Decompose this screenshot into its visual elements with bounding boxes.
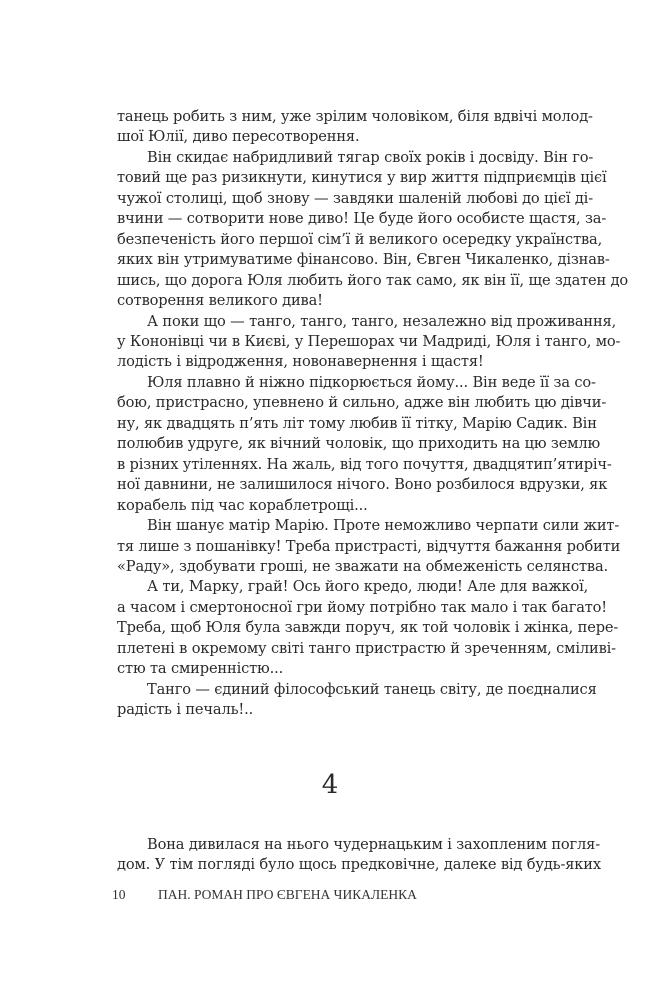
text-line: в різних утіленнях. На жаль, від того почуття, двадцятип’ятиріч- <box>117 455 612 473</box>
text-line: Треба, щоб Юля була завжди поруч, як той чоловік і жінка, пере- <box>117 619 619 637</box>
text-line: танець робить з ним, уже зрілим чоловіком, біля вдвічі молод- <box>117 108 593 125</box>
text-line: плетені в окремому світі танго пристрастю й зреченням, сміливі- <box>117 639 616 657</box>
text-line: Він скидає набридливий тягар своїх років і досвіду. Він го- <box>147 148 594 166</box>
text-line: тя лише з пошанівку! Треба пристрасті, відчуття бажання робити <box>117 537 621 555</box>
text-line: полюбив удруге, як вічний чоловік, що приходить на цю землю <box>117 435 601 453</box>
text-line: ну, як двадцять п’ять літ тому любив її тітку, Марію Садик. Він <box>117 414 597 432</box>
paragraph <box>117 577 619 679</box>
paragraph <box>117 373 612 516</box>
text-line: товий ще раз ризикнути, кинутися у вир життя підприємців цієї <box>117 169 607 187</box>
paragraph <box>117 835 601 876</box>
page-footer <box>112 887 417 903</box>
text-line: яких він утримуватиме фінансово. Він, Євген Чикаленко, дізнав- <box>117 251 610 269</box>
paragraph <box>117 516 621 577</box>
text-line: корабель під час кораблетрощі... <box>117 496 368 514</box>
text-line: чужої столиці, щоб знову — завдяки шаленій любові до цієї ді- <box>117 189 593 207</box>
body-text <box>117 107 629 721</box>
text-line: А ти, Марку, грай! Ось його кредо, люди! Але для важкої, <box>147 578 589 596</box>
text-line: Юля плавно й ніжно підкорюється йому... Він веде її за со- <box>147 373 596 391</box>
text-line: А поки що — танго, танго, танго, незалежно від проживання, <box>147 312 617 330</box>
running-title: ПАН. РОМАН ПРО ЄВГЕНА ЧИКАЛЕНКА <box>158 887 417 902</box>
text-line: Танго — єдиний філософський танець світу, де поєдналися <box>147 680 597 698</box>
paragraph <box>117 312 621 373</box>
text-line: сотворення великого дива! <box>117 292 323 310</box>
text-line: радість і печаль!.. <box>117 701 254 719</box>
text-line: стю та смиренністю... <box>117 660 284 678</box>
text-line: шись, що дорога Юля любить його так само, як він її, ще здатен до <box>117 271 629 289</box>
text-line: дом. У тім погляді було щось предковічне, далеке від будь-яких <box>117 856 601 874</box>
text-line: а часом і смертоносної гри йому потрібно так мало і так багато! <box>117 598 608 616</box>
paragraph <box>117 148 629 312</box>
paragraph <box>117 680 597 721</box>
text-line: Вона дивилася на нього чудернацьким і захопленим погля- <box>147 836 600 853</box>
text-line: «Раду», здобувати гроші, не зважати на обмеженість селянства. <box>117 557 608 575</box>
page-number: 10 <box>112 887 126 902</box>
text-line: безпеченість його першої сім’ї й великого осередку українства, <box>117 230 603 248</box>
text-line: бою, пристрасно, упевнено й сильно, адже він любить цю дівчи- <box>117 394 607 412</box>
text-line: у Кононівці чи в Києві, у Перешорах чи Мадриді, Юля і танго, мо- <box>117 332 621 350</box>
text-line: шої Юлії, диво пересотворення. <box>117 128 360 146</box>
paragraph <box>117 107 593 148</box>
chapter-number: 4 <box>321 770 339 800</box>
text-line: ної давнини, не залишилося нічого. Воно розбилося вдрузки, як <box>117 476 608 494</box>
text-line: вчини — сотворити нове диво! Це буде його особисте щастя, за- <box>117 210 607 228</box>
text-line: Він шанує матір Марію. Проте неможливо черпати сили жит- <box>147 517 620 535</box>
chapter-body-text <box>117 835 601 876</box>
text-line: лодість і відродження, новонавернення і щастя! <box>117 353 484 371</box>
